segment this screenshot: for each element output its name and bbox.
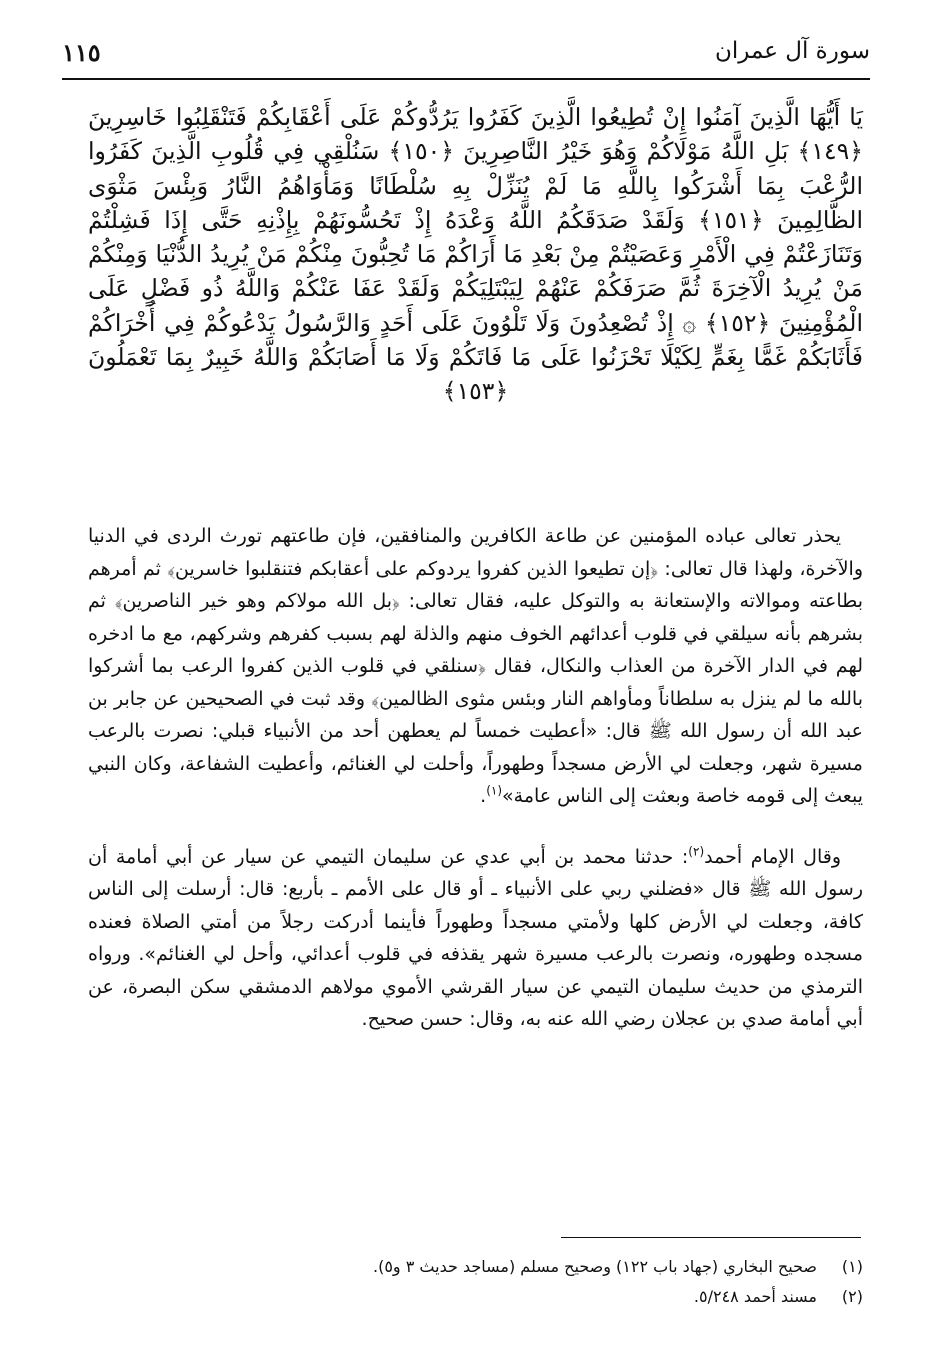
tafsir-paragraph-1-end: .	[480, 785, 487, 807]
tafsir-paragraph-1	[88, 520, 863, 813]
tafsir-paragraph-1-text: يحذر تعالى عباده المؤمنين عن طاعة الكافرين والمنافقين، فإن طاعتهم تورث الردى في الدنيا والآخرة، ولهذا قال تعالى: ﴿إن تطيعوا الذين كفروا يردوكم على أعقابكم فتنقلبوا خاسرين﴾ ثم أمرهم بطاعته وموالاته والإستعانة به والتوكل عليه، فقال تعالى: ﴿بل الله مولاكم وهو خير الناصرين﴾ ثم بشرهم بأنه سيلقي في قلوب أعدائهم الخوف منهم والذلة لهم بسبب كفرهم وشركهم، مع ما ادخره لهم في الدار الآخرة من العذاب والنكال، فقال ﴿سنلقي في قلوب الذين كفروا الرعب بما أشركوا بالله ما لم ينزل به سلطاناً ومأواهم النار وبئس مثوى الظالمين﴾ وقد ثبت في الصحيحين عن جابر بن عبد الله أن رسول الله ﷺ قال: «أعطيت خمساً لم يعطهن أحد من الأنبياء قبلي: نصرت بالرعب مسيرة شهر، وجعلت لي الأرض مسجداً وطهوراً، وأحلت لي الغنائم، وأعطيت الشفاعة، وكان النبي يبعث إلى قومه خاصة وبعثت إلى الناس عامة»	[88, 525, 863, 807]
tafsir-paragraph-2-text: : حدثنا محمد بن أبي عدي عن سليمان التيمي عن سيار عن أبي أمامة أن رسول الله ﷺ قال «فضلني ربي على الأنبياء ـ أو قال على الأمم ـ بأربع: قال: أرسلت إلى الناس كافة، وجعلت لي الأرض كلها ولأمتي مسجداً وطهوراً فأينما أدركت رجلاً من أمتي الصلاة فعنده مسجده وطهوره، ونصرت بالرعب مسيرة شهر يقذفه في قلوب أعدائي، وأحل لي الغنائم». ورواه الترمذي من حديث سليمان التيمي عن سيار القرشي الأموي مولاهم الدمشقي سكن البصرة، عن أبي أمامة صدي بن عجلان رضي الله عنه به، وقال: حسن صحيح.	[88, 845, 863, 1030]
tafsir-commentary	[88, 520, 863, 1036]
quran-verses: يَا أَيُّهَا الَّذِينَ آمَنُوا إِنْ تُطِيعُوا الَّذِينَ كَفَرُوا يَرُدُّوكُمْ عَلَى أَعْقَابِكُمْ فَتَنْقَلِبُوا خَاسِرِينَ ﴿١٤٩﴾ بَلِ اللَّهُ مَوْلَاكُمْ وَهُوَ خَيْرُ النَّاصِرِينَ ﴿١٥٠﴾ سَنُلْقِي فِي قُلُوبِ الَّذِينَ كَفَرُوا الرُّعْبَ بِمَا أَشْرَكُوا بِاللَّهِ مَا لَمْ يُنَزِّلْ بِهِ سُلْطَانًا وَمَأْوَاهُمُ النَّارُ وَبِئْسَ مَثْوَى الظَّالِمِينَ ﴿١٥١﴾ وَلَقَدْ صَدَقَكُمُ اللَّهُ وَعْدَهُ إِذْ تَحُسُّونَهُمْ بِإِذْنِهِ حَتَّى إِذَا فَشِلْتُمْ وَتَنَازَعْتُمْ فِي الْأَمْرِ وَعَصَيْتُمْ مِنْ بَعْدِ مَا أَرَاكُمْ مَا تُحِبُّونَ مِنْكُمْ مَنْ يُرِيدُ الدُّنْيَا وَمِنْكُمْ مَنْ يُرِيدُ الْآخِرَةَ ثُمَّ صَرَفَكُمْ عَنْهُمْ لِيَبْتَلِيَكُمْ وَلَقَدْ عَفَا عَنْكُمْ وَاللَّهُ ذُو فَضْلٍ عَلَى الْمُؤْمِنِينَ ﴿١٥٢﴾ ۞ إِذْ تُصْعِدُونَ وَلَا تَلْوُونَ عَلَى أَحَدٍ وَالرَّسُولُ يَدْعُوكُمْ فِي أُخْرَاكُمْ فَأَثَابَكُمْ غَمًّا بِغَمٍّ لِكَيْلَا تَحْزَنُوا عَلَى مَا فَاتَكُمْ وَلَا مَا أَصَابَكُمْ وَاللَّهُ خَبِيرٌ بِمَا تَعْمَلُونَ ﴿١٥٣﴾	[88, 103, 863, 406]
footnotes	[88, 1252, 863, 1312]
footnote-divider	[561, 1237, 861, 1238]
footnote-item	[88, 1282, 863, 1312]
tafsir-paragraph-2-start: وقال الإمام أحمد	[704, 845, 841, 868]
footnote-text: صحيح البخاري (جهاد باب ١٢٢) وصحيح مسلم (مساجد حديث ٣ و٥).	[373, 1257, 817, 1276]
footnote-number: (١)	[841, 1257, 863, 1276]
page-header	[62, 38, 870, 74]
footnote-text: مسند أحمد ٥/٢٤٨.	[693, 1287, 817, 1306]
footnote-item	[88, 1252, 863, 1282]
header-divider	[62, 78, 870, 80]
tafsir-paragraph-2	[88, 841, 863, 1036]
footnote-ref-1: (١)	[486, 783, 503, 798]
surah-title: سورة آل عمران	[714, 38, 870, 64]
page-number: ١١٥	[62, 38, 101, 67]
footnote-number: (٢)	[841, 1287, 863, 1306]
footnote-ref-2: (٢)	[688, 844, 705, 859]
